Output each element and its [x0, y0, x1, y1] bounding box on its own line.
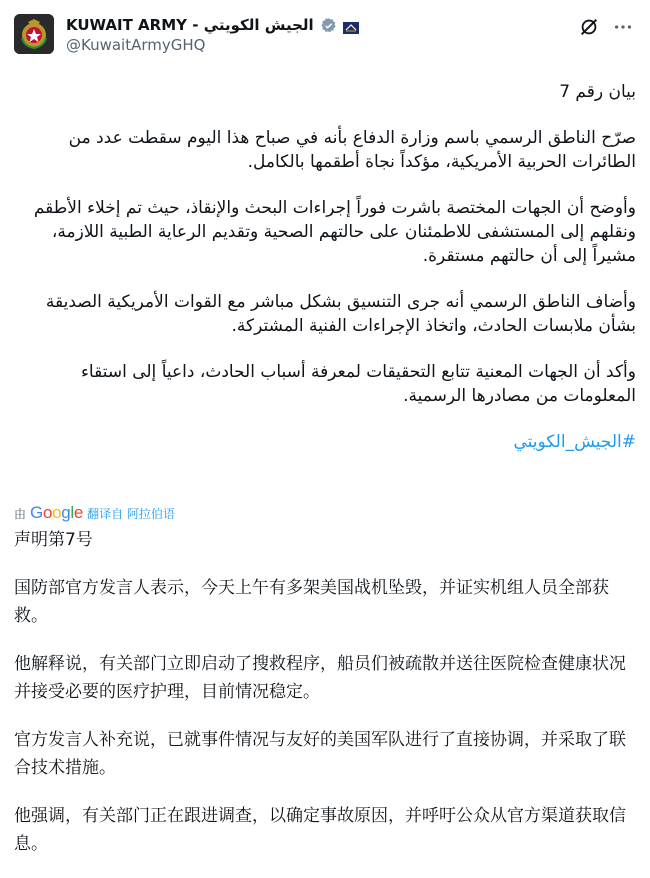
translation-attribution — [14, 502, 175, 524]
post-body-arabic — [18, 80, 636, 476]
avatar[interactable] — [14, 14, 54, 54]
grok-icon[interactable] — [578, 16, 600, 38]
translated-by-label: 由 — [14, 506, 27, 521]
more-icon[interactable] — [612, 16, 634, 38]
hashtag-link[interactable]: #الجيش_الكويتي — [513, 432, 636, 452]
author-name-row — [66, 14, 359, 36]
statement-title: بيان رقم 7 — [559, 82, 636, 102]
paragraph: وأكد أن الجهات المعنية تتابع التحقيقات لمعرفة أسباب الحادث، داعياً إلى استقاء المعلومات من مصادرها الرسمية. — [80, 362, 636, 406]
translated-title: 声明第7号 — [14, 530, 93, 550]
display-name[interactable]: KUWAIT ARMY - الجيش الكويتي — [66, 16, 314, 34]
translated-paragraph: 国防部官方发言人表示，今天上午有多架美国战机坠毁，并证实机组人员全部获救。 — [14, 578, 609, 626]
post-body-translation — [14, 526, 636, 878]
government-flag-badge-icon — [343, 19, 359, 31]
paragraph: وأوضح أن الجهات المختصة باشرت فوراً إجراءات البحث والإنقاذ، حيث تم إخلاء الأطقم ونقلهم إلى المستشفى للاطمئنان على حالتهم الصحية وتقديم الرعاية الطبية اللازمة، مشيراً إلى أن حالتهم مستقرة. — [33, 198, 636, 266]
google-logo: Google — [30, 503, 84, 522]
translated-paragraph: 官方发言人补充说，已就事件情况与友好的美国军队进行了直接协调，并采取了联合技术措施。 — [14, 730, 626, 778]
kuwait-army-emblem-icon — [14, 14, 54, 54]
translation-source-link[interactable]: 翻译自 阿拉伯语 — [87, 506, 175, 521]
paragraph: صرّح الناطق الرسمي باسم وزارة الدفاع بأنه في صباح هذا اليوم سقطت عدد من الطائرات الحربية الأمريكية، مؤكداً نجاة أطقمها بالكامل. — [68, 128, 636, 172]
verified-badge-icon — [320, 17, 337, 34]
translated-paragraph: 他解释说，有关部门立即启动了搜救程序，船员们被疏散并送往医院检查健康状况并接受必要的医疗护理，目前情况稳定。 — [14, 654, 626, 702]
post-header — [12, 10, 638, 62]
translated-paragraph: 他强调，有关部门正在跟进调查，以确定事故原因，并呼吁公众从官方渠道获取信息。 — [14, 806, 626, 854]
author-handle[interactable]: @KuwaitArmyGHQ — [66, 36, 206, 54]
paragraph: وأضاف الناطق الرسمي أنه جرى التنسيق بشكل مباشر مع القوات الأمريكية الصديقة بشأن ملابسات الحادث، واتخاذ الإجراءات الفنية المشتركة. — [45, 292, 636, 336]
